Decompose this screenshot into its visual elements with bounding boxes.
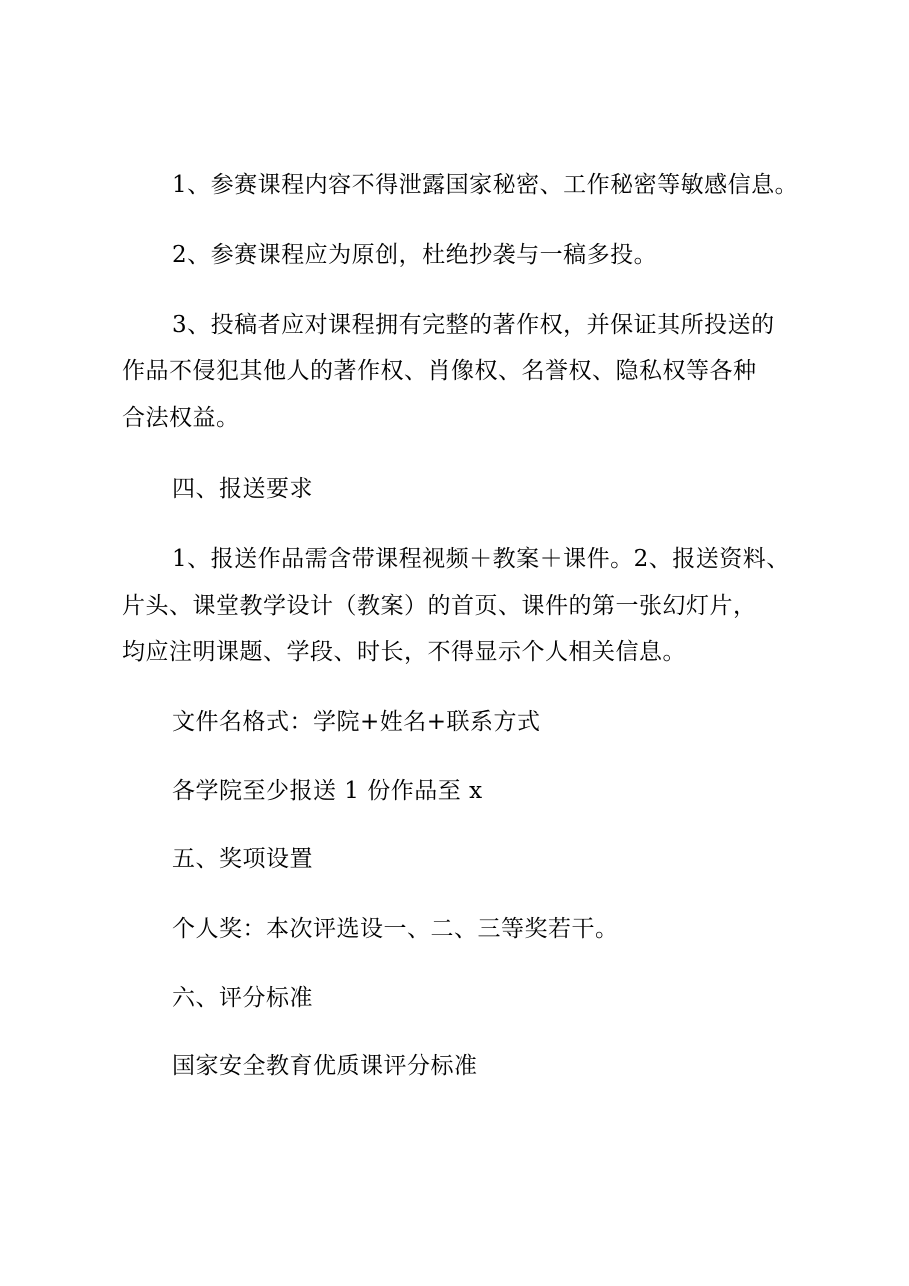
heading-submission-requirements: 四、报送要求 [172, 476, 313, 502]
paragraph-copyright-line-1: 3、投稿者应对课程拥有完整的著作权，并保证其所投送的 [172, 312, 775, 338]
paragraph-confidentiality: 1、参赛课程内容不得泄露国家秘密、工作秘密等敏感信息。 [172, 172, 799, 198]
heading-awards: 五、奖项设置 [172, 846, 313, 872]
paragraph-submission-quota: 各学院至少报送 1 份作品至 x [172, 778, 483, 804]
paragraph-copyright-line-2: 作品不侵犯其他人的著作权、肖像权、名誉权、隐私权等各种 [122, 358, 757, 384]
heading-scoring-criteria: 六、评分标准 [172, 985, 313, 1011]
paragraph-submission-line-3: 均应注明课题、学段、时长，不得显示个人相关信息。 [122, 639, 686, 665]
paragraph-individual-awards: 个人奖：本次评选设一、二、三等奖若干。 [172, 916, 619, 942]
paragraph-originality: 2、参赛课程应为原创，杜绝抄袭与一稿多投。 [172, 242, 658, 268]
paragraph-submission-line-2: 片头、课堂教学设计（教案）的首页、课件的第一张幻灯片， [122, 593, 757, 619]
paragraph-copyright-line-3: 合法权益。 [122, 405, 240, 431]
paragraph-filename-format: 文件名格式：学院+姓名+联系方式 [172, 709, 541, 735]
paragraph-scoring-title: 国家安全教育优质课评分标准 [172, 1053, 478, 1079]
paragraph-submission-line-1: 1、报送作品需含带课程视频＋教案＋课件。2、报送资料、 [172, 546, 790, 572]
